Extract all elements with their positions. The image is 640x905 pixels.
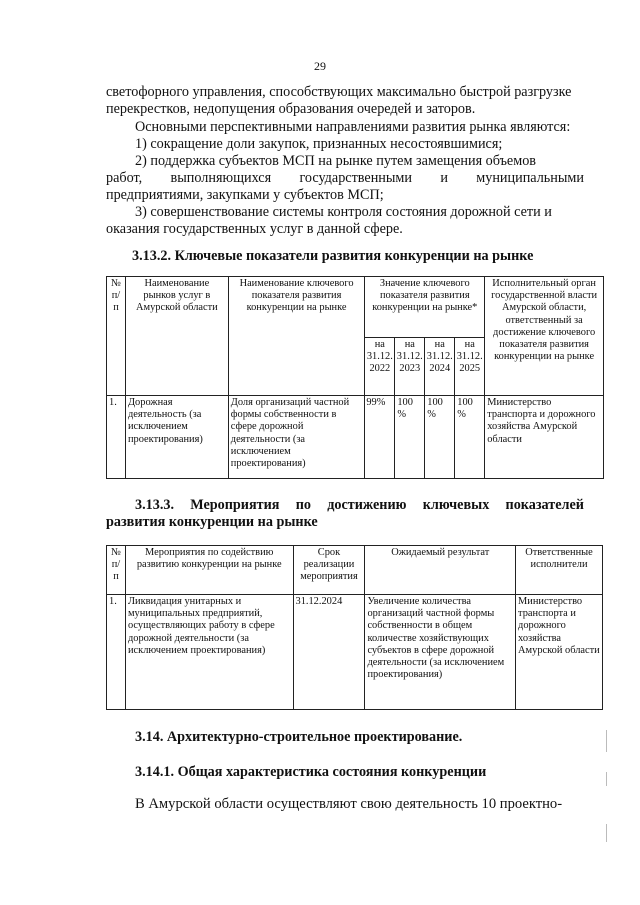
year-date: 31.12. <box>426 351 453 363</box>
intro-line-2: перекрестков, недопущения образования очередей и заторов. <box>106 101 476 117</box>
heading-word: достижению <box>327 497 407 513</box>
row-market: Дорожная деятельность (за исключением проектирования) <box>125 396 228 479</box>
heading-word: ключевых <box>422 497 490 513</box>
row-value-2025: 100 % <box>455 396 485 479</box>
table-header-row <box>107 277 604 338</box>
table-row <box>107 396 604 479</box>
closing-line: В Амурской области осуществляют свою деятельность 10 проектно- <box>135 796 563 812</box>
row-value-2023: 100 % <box>395 396 425 479</box>
header-num: № п/п <box>107 277 126 396</box>
intro-word: выполняющихся <box>170 170 272 186</box>
intro-line-7: предприятиями, закупками у субъектов МСП; <box>106 187 384 203</box>
header-indicator: Наименование ключевого показателя развития конкуренции на рынке <box>228 277 365 396</box>
year-cell-2025 <box>455 338 485 396</box>
row-result: Увеличение количества организаций частной формы собственности в общем количестве хозяйствующих субъектов в сфере дорожной деятельности (за исключением проектирования) <box>365 595 516 710</box>
year-date: 31.12. <box>456 351 483 363</box>
year-value: 2024 <box>429 363 451 375</box>
intro-word: и <box>440 170 448 186</box>
year-on: на <box>374 339 385 350</box>
row-value-2022: 99% <box>365 396 395 479</box>
year-on: на <box>434 339 445 350</box>
section-3-13-3-heading <box>135 497 584 514</box>
heading-word: показателей <box>505 497 584 513</box>
heading-word: Мероприятия <box>190 497 280 513</box>
scan-artifact <box>606 730 607 752</box>
intro-line-4: 1) сокращение доли закупок, признанных несостоявшимися; <box>135 136 503 152</box>
table-header-row <box>107 546 603 595</box>
key-indicators-table <box>106 276 604 479</box>
section-3-14-1-heading: 3.14.1. Общая характеристика состояния конкуренции <box>135 764 487 780</box>
header-deadline: Срок реализации мероприятия <box>293 546 365 595</box>
row-num: 1. <box>107 396 126 479</box>
intro-word: государственными <box>299 170 412 186</box>
intro-line-9: оказания государственных услуг в данной сфере. <box>106 221 403 237</box>
row-measures: Ликвидация унитарных и муниципальных предприятий, осуществляющих работу в сфере дорожной деятельности (за исключением проектирования) <box>125 595 293 710</box>
header-measures: Мероприятия по содействию развитию конкуренции на рынке <box>125 546 293 595</box>
header-responsible: Ответственные исполнители <box>516 546 603 595</box>
year-cell-2023 <box>395 338 425 396</box>
intro-line-5: 2) поддержка субъектов МСП на рынке путем замещения объемов <box>135 153 537 169</box>
year-value: 2022 <box>369 363 391 375</box>
row-responsible: Министерство транспорта и дорожного хозяйства Амурской области <box>516 595 603 710</box>
header-authority: Исполнительный орган государственной власти Амурской области, ответственный за достижение ключевого показателя развития конкуренции на рынке <box>485 277 604 396</box>
intro-word: муниципальными <box>476 170 584 186</box>
year-date: 31.12. <box>396 351 423 363</box>
intro-line-1: светофорного управления, способствующих максимально быстрой разгрузке <box>106 84 572 100</box>
year-on: на <box>404 339 415 350</box>
intro-line-6 <box>106 170 584 187</box>
row-deadline: 31.12.2024 <box>293 595 365 710</box>
section-3-13-2-heading: 3.13.2. Ключевые показатели развития конкуренции на рынке <box>132 248 534 264</box>
year-cell-2022 <box>365 338 395 396</box>
row-authority: Министерство транспорта и дорожного хозяйства Амурской области <box>485 396 604 479</box>
row-indicator: Доля организаций частной формы собственности в сфере дорожной деятельности (за исключением проектирования) <box>228 396 365 479</box>
section-3-13-3-heading-line2: развития конкуренции на рынке <box>106 514 318 530</box>
section-3-14-heading: 3.14. Архитектурно-строительное проектирование. <box>135 729 463 745</box>
heading-word: по <box>295 497 311 513</box>
intro-line-3: Основными перспективными направлениями развития рынка являются: <box>135 119 571 135</box>
row-num: 1. <box>107 595 126 710</box>
page-number: 29 <box>314 59 326 73</box>
year-value: 2023 <box>399 363 421 375</box>
table-row <box>107 595 603 710</box>
intro-line-8: 3) совершенствование системы контроля состояния дорожной сети и <box>135 204 552 220</box>
header-market: Наименование рынков услуг в Амурской области <box>125 277 228 396</box>
heading-word: 3.13.3. <box>135 497 175 513</box>
scan-artifact <box>606 772 607 786</box>
intro-word: работ, <box>106 170 143 186</box>
measures-table <box>106 545 603 710</box>
year-value: 2025 <box>459 363 481 375</box>
year-on: на <box>464 339 475 350</box>
year-date: 31.12. <box>366 351 393 363</box>
header-value: Значение ключевого показателя развития конкуренции на рынке* <box>365 277 485 338</box>
row-value-2024: 100 % <box>425 396 455 479</box>
year-cell-2024 <box>425 338 455 396</box>
header-result: Ожидаемый результат <box>365 546 516 595</box>
header-num: № п/п <box>107 546 126 595</box>
scan-artifact <box>606 824 607 842</box>
